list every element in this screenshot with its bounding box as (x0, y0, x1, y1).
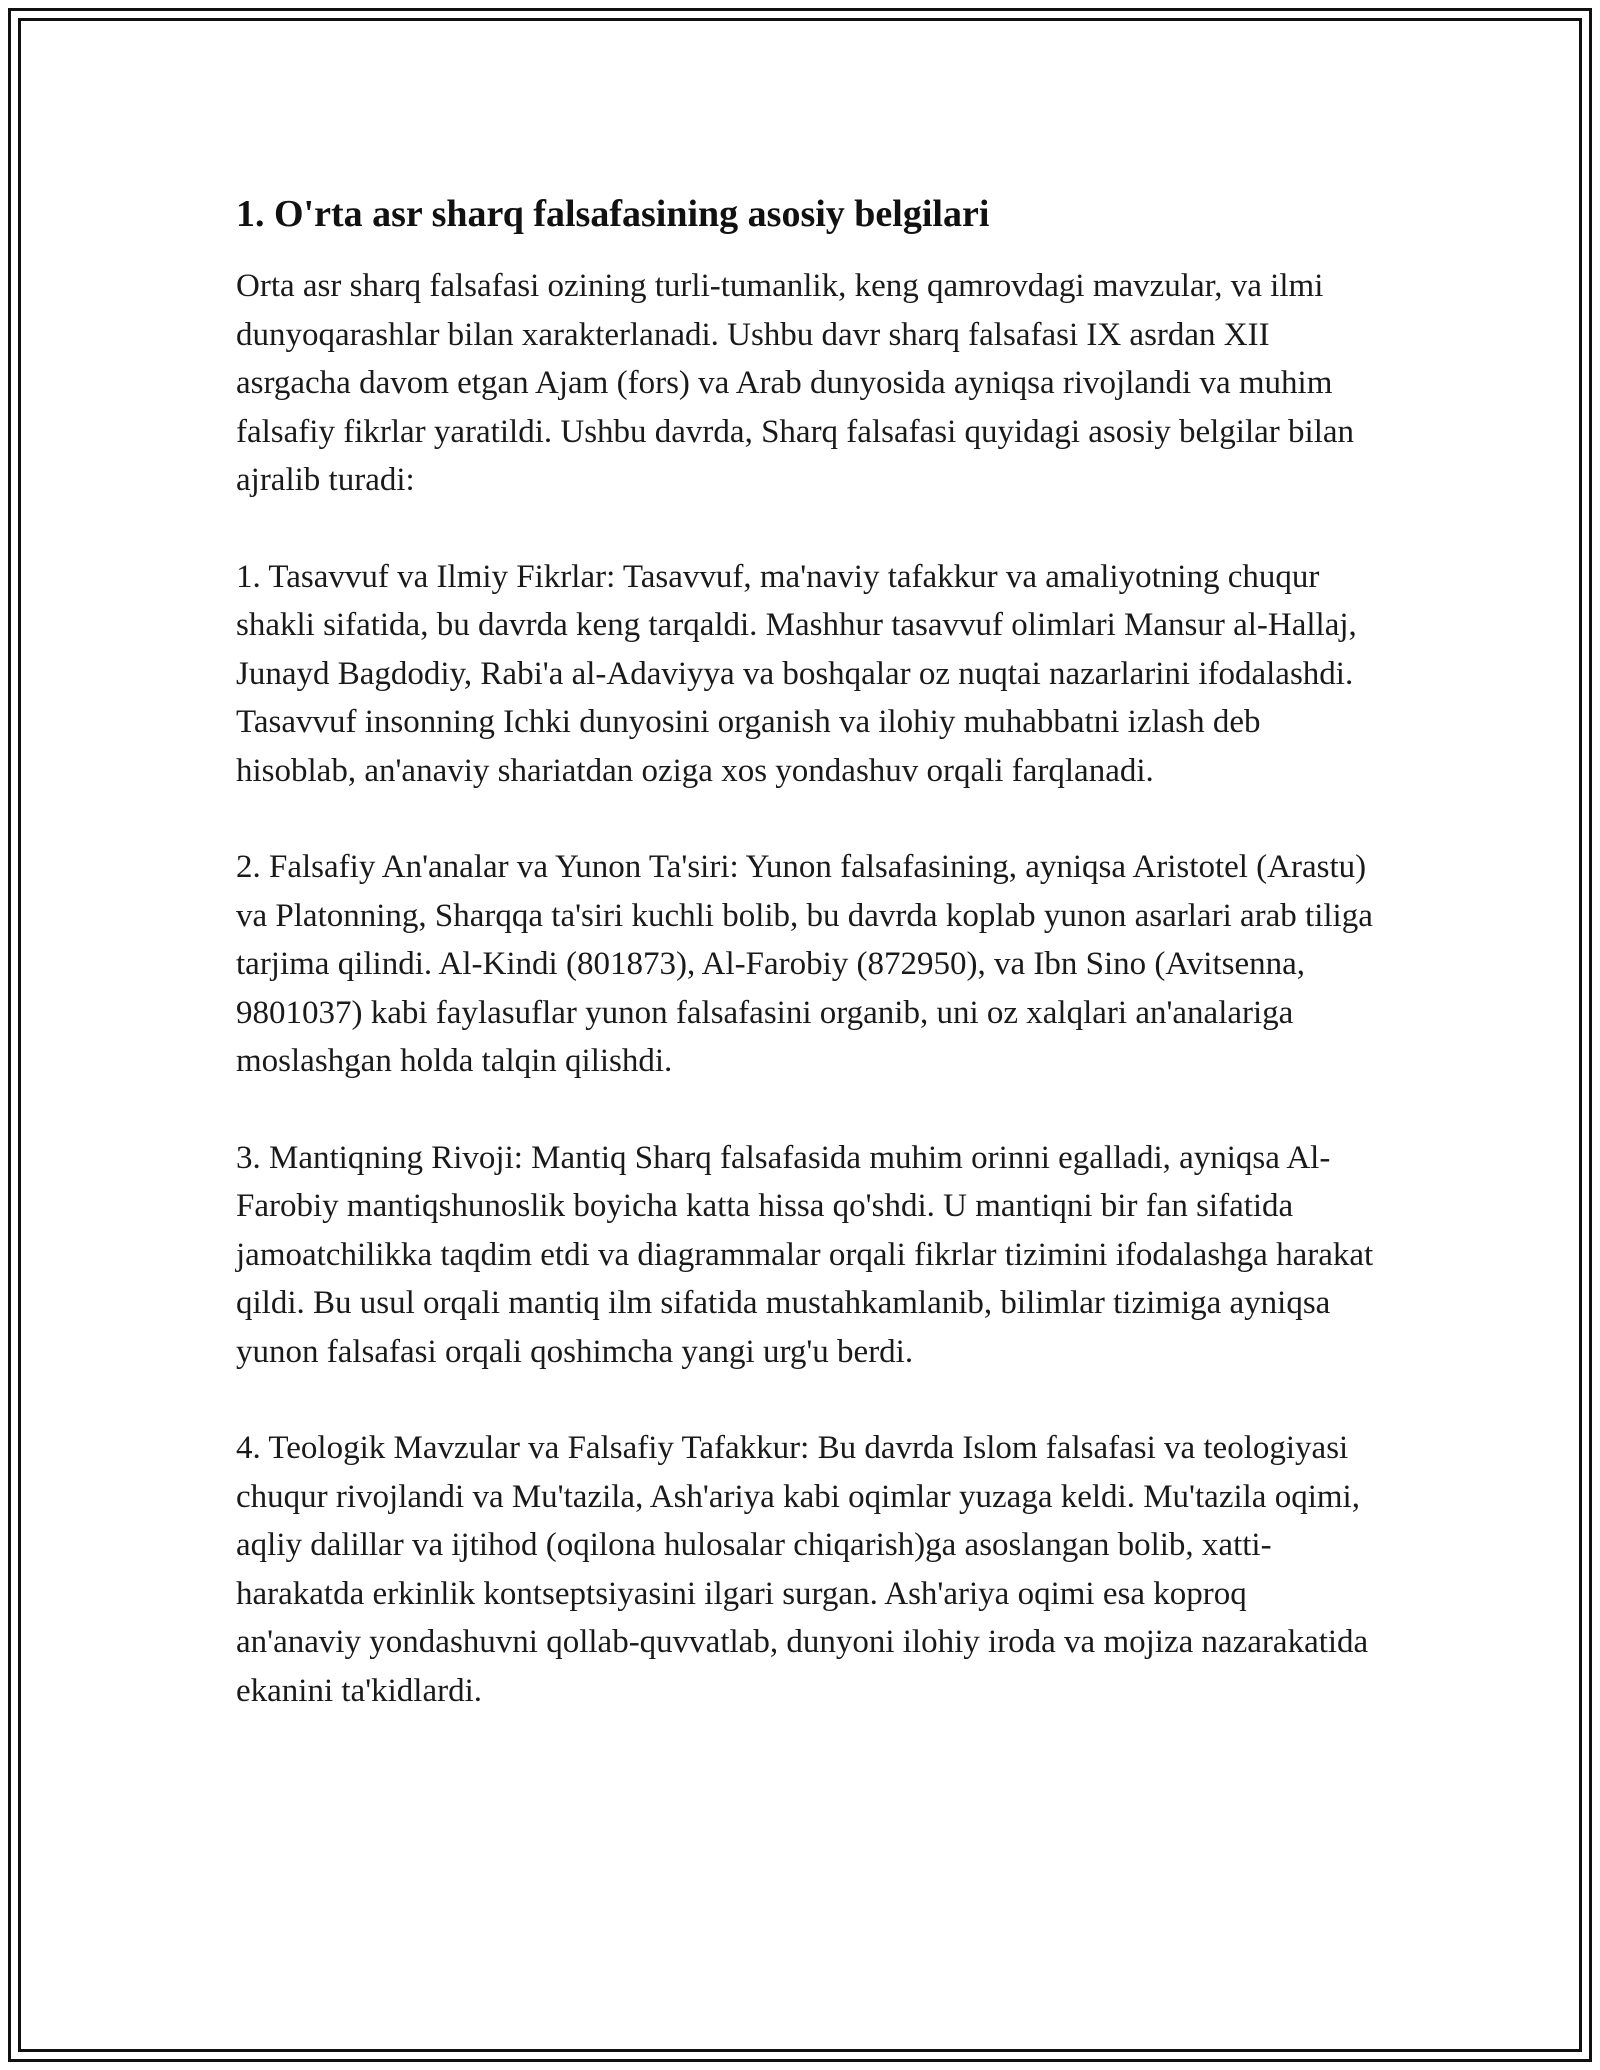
document-body (236, 188, 1376, 1763)
paragraph-yunon-tasiri: 2. Falsafiy An'analar va Yunon Ta'siri: Yunon falsafasining, ayniqsa Aristotel (Arastu) va Platonning, Sharqqa ta'siri kuchli bolib, bu davrda koplab yunon asarlari arab tiliga tarjima qilindi. Al-Kindi (801873), Al-Farobiy (872950), va Ibn Sino (Avitsenna, 9801037) kabi faylasuflar yunon falsafasini organib, uni oz xalqlari an'analariga moslashgan holda talqin qilishdi. (236, 849, 1373, 1079)
paragraph-tasavvuf: 1. Tasavvuf va Ilmiy Fikrlar: Tasavvuf, ma'naviy tafakkur va amaliyotning chuqur shakli sifatida, bu davrda keng tarqaldi. Mashhur tasavvuf olimlari Mansur al-Hallaj, Junayd Bagdodiy, Rabi'a al-Adaviyya va boshqalar oz nuqtai nazarlarini ifodalashdi. Tasavvuf insonning Ichki dunyosini organish va ilohiy muhabbatni izlash deb hisoblab, an'anaviy shariatdan oziga xos yondashuv orqali farqlanadi. (236, 558, 1357, 789)
paragraph-mantiq: 3. Mantiqning Rivoji: Mantiq Sharq falsafasida muhim orinni egalladi, ayniqsa Al-Farobiy mantiqshunoslik boyicha katta hissa qo'shdi. U mantiqni bir fan sifatida jamoatchilikka taqdim etdi va diagrammalar orqali fikrlar tizimini ifodalashga harakat qildi. Bu usul orqali mantiq ilm sifatida mustahkamlanib, bilimlar tizimiga ayniqsa yunon falsafasi orqali qoshimcha yangi urg'u berdi. (236, 1139, 1374, 1370)
section-heading: 1. O'rta asr sharq falsafasining asosiy belgilari (236, 193, 990, 235)
intro-paragraph: Orta asr sharq falsafasi ozining turli-tumanlik, keng qamrovdagi mavzular, va ilmi dunyoqarashlar bilan xarakterlanadi. Ushbu davr sharq falsafasi IX asrdan XII asrgacha davom etgan Ajam (fors) va Arab dunyosida ayniqsa rivojlandi va muhim falsafiy fikrlar yaratildi. Ushbu davrda, Sharq falsafasi quyidagi asosiy belgilar bilan ajralib turadi: (236, 268, 1355, 498)
paragraph-teologik-mavzular: 4. Teologik Mavzular va Falsafiy Tafakkur: Bu davrda Islom falsafasi va teologiyasi chuqur rivojlandi va Mu'tazila, Ash'ariya kabi oqimlar yuzaga keldi. Mu'tazila oqimi, aqliy dalillar va ijtihod (oqilona hulosalar chiqarish)ga asoslangan bolib, xatti-harakatda erkinlik kontseptsiyasini ilgari surgan. Ash'ariya oqimi esa koproq an'anaviy yondashuvni qollab-quvvatlab, dunyoni ilohiy iroda va mojiza nazarakatida ekanini ta'kidlardi. (236, 1430, 1369, 1709)
